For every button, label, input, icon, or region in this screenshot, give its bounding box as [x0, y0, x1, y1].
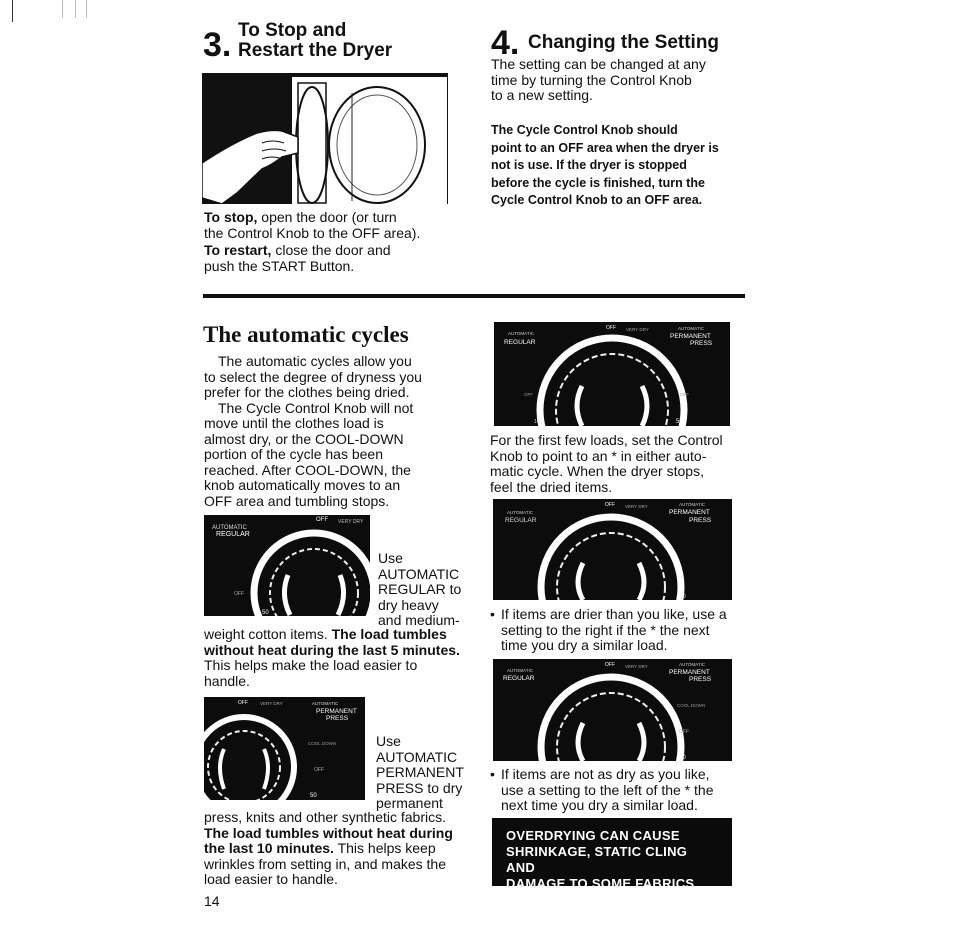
dial5-label-automatic-right: AUTOMATIC	[679, 662, 706, 667]
bullet2-line1: If items are not as dry as you like,	[501, 766, 710, 782]
dial-label-off-left: OFF	[234, 591, 244, 597]
to-restart-text	[204, 243, 464, 274]
intro-line1: The automatic cycles allow you	[218, 353, 412, 369]
to-restart-line1: close the door and	[271, 242, 391, 258]
dial3-label-off-left: OFF	[524, 392, 533, 397]
perm-line6: press, knits and other synthetic fabrics.	[204, 809, 446, 825]
knob-line7: OFF area and tumbling stops.	[204, 492, 390, 509]
bullet-not-dry-marker: •	[490, 766, 495, 782]
dial5-label-permanent: PERMANENT	[669, 669, 710, 676]
dial-label-off: OFF	[316, 517, 328, 523]
perm-line5: permanent	[376, 795, 443, 811]
dial3-label-automatic: AUTOMATIC	[508, 331, 535, 336]
to-stop-label: To stop,	[204, 209, 258, 225]
regular-instructions-full	[204, 627, 479, 689]
first-line4: feel the dried items.	[490, 478, 613, 495]
dial-permanent-illustration	[204, 697, 365, 800]
dial5-label-press: PRESS	[689, 676, 712, 683]
scan-edge-mark	[12, 0, 13, 22]
step-3-number: 3.	[203, 26, 232, 64]
scan-edge-mark	[75, 0, 76, 18]
regular-line7: This helps make the load easier to	[204, 657, 418, 673]
dial4-label-regular: REGULAR	[505, 517, 537, 524]
knob-line6: knob automatically moves to an	[204, 477, 401, 493]
warning-line1: OVERDRYING CAN CAUSE	[506, 828, 680, 843]
dial5-label-off: OFF	[605, 662, 615, 668]
dial4-label-automatic-right: AUTOMATIC	[679, 502, 706, 507]
knob-line5: reached. After COOL-DOWN, the	[204, 461, 411, 478]
dial-label-50: 50	[262, 610, 269, 616]
step-3-title-line2: Restart the Dryer	[238, 40, 393, 61]
section-divider	[203, 294, 745, 298]
knob-line1: The Cycle Control Knob will not	[218, 399, 414, 416]
step-4-title: Changing the Setting	[528, 32, 720, 53]
dial-label-automatic: AUTOMATIC	[212, 525, 247, 531]
dial5-label-automatic: AUTOMATIC	[507, 668, 534, 673]
automatic-intro	[204, 354, 464, 509]
dial3-label-regular: REGULAR	[504, 339, 536, 346]
dial5-label-off-right: OFF	[679, 729, 689, 735]
to-restart-label: To restart,	[204, 242, 272, 258]
step-4-bold-line3: not is use. If the dryer is stopped	[491, 158, 687, 172]
knob-line4: portion of the cycle has been	[204, 446, 384, 462]
dial5-label-regular: REGULAR	[503, 675, 535, 682]
dial5-label-50: 50	[679, 755, 686, 761]
dial3-label-permanent: PERMANENT	[670, 333, 711, 340]
step-4-bold-line5: Cycle Control Knob to an OFF area.	[491, 193, 703, 207]
knob-line2: move until the clothes load is	[204, 415, 384, 431]
regular-instructions-side	[378, 551, 498, 629]
first-loads-paragraph	[490, 433, 750, 495]
first-line3: matic cycle. When the dryer stops,	[490, 463, 704, 479]
step-4-bold-line4: before the cycle is finished, turn the	[491, 175, 705, 190]
dial-regular-illustration	[204, 515, 370, 616]
perm-bold2: the last 10 minutes.	[204, 840, 334, 856]
perm-line3: PERMANENT	[376, 764, 464, 780]
regular-line4: dry heavy	[378, 596, 439, 613]
step-4-para-line1: The setting can be changed at any	[491, 56, 706, 72]
dial3-label-10: 10	[534, 419, 540, 425]
perm-line7: This helps keep	[333, 840, 436, 856]
dial2-label-50: 50	[310, 793, 317, 799]
dial5-label-very-dry: VERY DRY	[625, 664, 648, 669]
regular-line3: REGULAR to	[378, 581, 462, 597]
dial4-label-permanent: PERMANENT	[669, 509, 710, 516]
perm-line8: wrinkles from setting in, and makes the	[204, 855, 446, 872]
to-stop-line2: the Control Knob to the OFF area).	[204, 224, 421, 241]
warning-line3: DAMAGE TO SOME FABRICS.	[506, 876, 699, 891]
step-4-para-line2: time by turning the Control Knob	[491, 71, 692, 88]
regular-line1: Use	[378, 550, 403, 566]
regular-bold2: without heat during the last 5 minutes.	[204, 641, 460, 658]
regular-line6: weight cotton items.	[204, 626, 328, 642]
scan-edge-mark	[62, 0, 63, 18]
intro-line2: to select the degree of dryness you	[204, 368, 422, 385]
bullet2-line3: next time you dry a similar load.	[501, 797, 698, 813]
intro-line3: prefer for the clothes being dried.	[204, 384, 410, 400]
step-4-bold-line2: point to an OFF area when the dryer is	[491, 140, 719, 155]
perm-line1: Use	[376, 733, 401, 749]
dial4-label-off: OFF	[605, 502, 615, 508]
dial-top-right-illustration	[494, 322, 730, 426]
bullet-drier-marker: •	[490, 606, 495, 622]
scan-edge-mark	[86, 0, 87, 18]
bullet1-line3: time you dry a similar load.	[501, 637, 668, 653]
dial2-label-press: PRESS	[326, 715, 349, 722]
bullet2-line2: use a setting to the left of the * the	[501, 781, 714, 798]
bullet-not-dry	[490, 767, 750, 814]
perm-bold1: The load tumbles without heat during	[204, 824, 453, 841]
perm-line2: AUTOMATIC	[376, 748, 458, 765]
dial3-label-off: OFF	[606, 325, 616, 331]
dial3-label-off-right: OFF	[680, 392, 689, 397]
to-stop-text	[204, 210, 464, 241]
step-4-para-line3: to a new setting.	[491, 87, 593, 103]
step-4-number: 4.	[491, 24, 520, 62]
dial2-label-off: OFF	[238, 700, 248, 706]
perm-line4: PRESS to dry	[376, 779, 463, 796]
dial4-label-press: PRESS	[689, 517, 712, 524]
dial3-label-50: 50	[676, 419, 683, 425]
knob-line3: almost dry, or the COOL-DOWN	[204, 430, 404, 447]
dial2-label-very-dry: VERY DRY	[260, 701, 283, 706]
dial3-label-very-dry: VERY DRY	[626, 327, 649, 332]
perm-instructions-side	[376, 734, 496, 812]
regular-line8: handle.	[204, 672, 250, 689]
bullet1-line1: If items are drier than you like, use a	[501, 606, 727, 622]
dial5-label-cool-down: COOL DOWN	[677, 703, 706, 708]
automatic-cycles-heading: The automatic cycles	[203, 322, 409, 347]
overdrying-warning-box	[492, 818, 732, 891]
step-4-paragraph	[491, 57, 751, 104]
dial4-label-50: 50	[679, 594, 686, 600]
dial4-label-automatic: AUTOMATIC	[507, 510, 534, 515]
dial-label-regular: REGULAR	[216, 531, 250, 538]
step-3-title-line1: To Stop and	[238, 20, 347, 41]
regular-bold1: The load tumbles	[327, 626, 447, 642]
dial-middle-right-illustration	[493, 499, 732, 600]
bullet1-line2: setting to the right if the * the next	[501, 621, 710, 638]
perm-instructions-full	[204, 810, 484, 888]
dial2-label-off-right: OFF	[314, 767, 324, 773]
to-stop-line1: open the door (or turn	[257, 209, 397, 225]
regular-line2: AUTOMATIC	[378, 565, 460, 582]
dial2-label-cool-down: COOL DOWN	[308, 741, 337, 746]
dial-bottom-right-illustration	[493, 659, 732, 761]
dial4-label-very-dry: VERY DRY	[625, 504, 648, 509]
first-line2: Knob to point to an * in either auto-	[490, 447, 707, 464]
to-restart-line2: push the START Button.	[204, 257, 355, 274]
warning-line2: SHRINKAGE, STATIC CLING AND	[506, 844, 688, 875]
dial3-label-press: PRESS	[690, 340, 713, 347]
dial2-label-automatic: AUTOMATIC	[312, 701, 339, 706]
step-4-bold-line1: The Cycle Control Knob should	[491, 123, 678, 137]
first-line1: For the first few loads, set the Control	[490, 432, 723, 448]
regular-line5: and medium-	[378, 612, 460, 628]
dial3-label-automatic-right: AUTOMATIC	[678, 326, 705, 331]
perm-line9: load easier to handle.	[204, 871, 338, 887]
dial-label-very-dry: VERY DRY	[338, 519, 364, 525]
bullet-drier	[490, 607, 750, 654]
dial2-label-permanent: PERMANENT	[316, 708, 357, 715]
dryer-door-illustration	[202, 73, 448, 204]
step-4-bold-note	[491, 122, 756, 210]
page-number: 14	[204, 893, 220, 909]
